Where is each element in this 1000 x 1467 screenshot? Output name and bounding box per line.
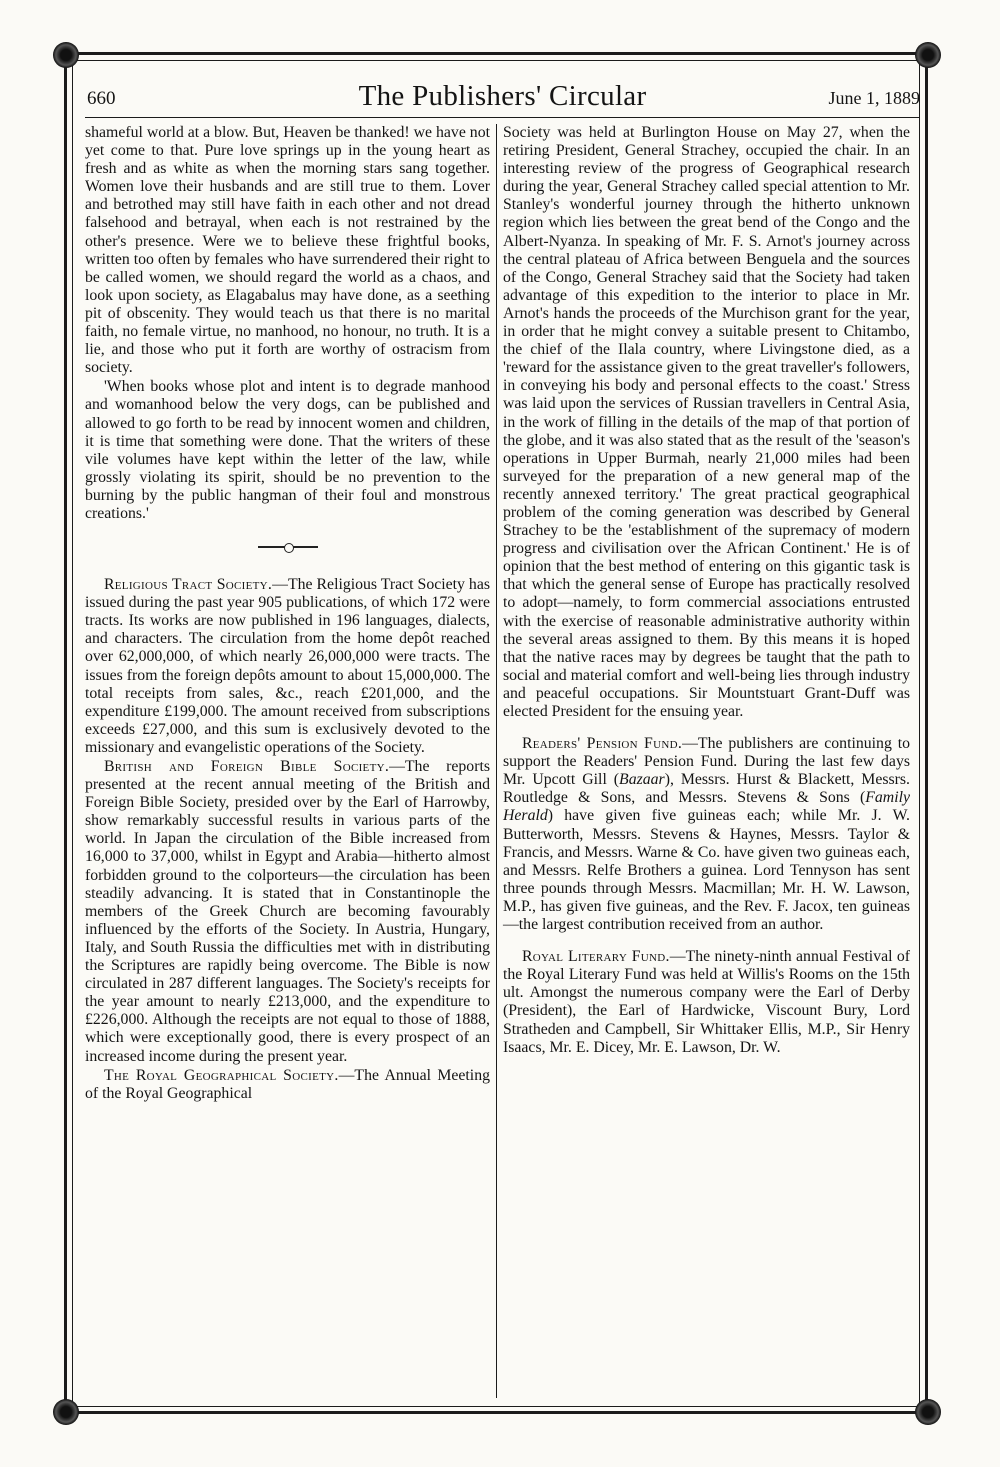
header-rule <box>85 117 920 118</box>
readers-pension-fund-body-1: —The publishers are continuing to support the Readers' Pension Fund. During the last few days Mr. Upcott Gill ( <box>503 735 910 789</box>
corner-ornament-top-left <box>53 42 79 68</box>
geographical-society-continuation: Society was held at Burlington House on May 27, when the retiring President, General Strachey, occupied the chair. In an interesting review of the progress of Geographical research during the year, General Strachey called special attention to Mr. Stanley's wonderful journey through the hitherto unknown region which lies between the great bend of the Congo and the Albert-Nyanza. In speaking of Mr. F. S. Arnot's journey across the central plateau of Africa between Benguela and the sources of the Congo, General Strachey said that the Society had taken advantage of this expedition to the interior to place in Mr. Arnot's hands the proceeds of the Murchison grant for the year, in order that he might convey a suitable present to Chitambo, the chief of the Ilala country, where Livingstone died, as a 'reward for the assistance given to the great traveller's followers, in conveying his body and personal effects to the coast.' Stress was laid upon the services of Russian travellers in Central Asia, in the work of filling in the details of the map of that portion of the globe, and it was also stated that as the result of the 'season's operations in Upper Burmah, nearly 21,000 miles had been surveyed for the preparation of a new general map of the recently annexed territory.' The great practical geographical problem of the coming generation was described by General Strachey to be the 'establishment of the supremacy of modern progress and civilisation over the African Continent.' He is of opinion that the best method of entering on this gigantic task is that which the general sense of Europe has practically resolved to adopt—namely, to form commercial associations entrusted with the exercise of reasonable administrative authority within the several areas assigned to them. By this means it is hoped that the native races may by degrees be taught that the path to social and material comfort and well-being lies through industry and peaceful occupations. Sir Mountstuart Grant-Duff was elected President for the ensuing year. <box>503 124 910 720</box>
religious-tract-society-paragraph <box>85 576 490 757</box>
page-header <box>85 82 920 112</box>
review-quotation-paragraph: 'When books whose plot and intent is to degrade manhood and womanhood below the very dogs, can be published and allowed to go forth to be read by innocent women and children, it is time that something were done. That the writers of these vile volumes have kept within the letter of the law, while grossly violating its spirit, should be no prevention to the burning by the public hangman of their foul and monstrous creations.' <box>85 378 490 522</box>
corner-ornament-bottom-left <box>53 1399 79 1425</box>
review-continuation-paragraph: shameful world at a blow. But, Heaven be thanked! we have not yet come to that. Pure love springs up in the young heart as fresh and as white as when the morning stars sang together. Women love their husbands and are still true to them. Lover and betrothed may still have faith in each other and not dread falsehood and betrayal, when each is not restrained by the other's presence. Were we to believe these frightful books, written too often by females who have surrendered their right to be called women, we should regard the world as a chaos, and look upon society, as Elagabalus may have done, as a seething pit of obscenity. They would teach us that there is no marital faith, no female virtue, no manhood, no honour, no truth. It is a lie, and those who put it forth are worthy of ostracism from society. <box>85 124 490 377</box>
bible-society-body: —The reports presented at the recent annual meeting of the British and Foreign Bible Society, presided over by the Earl of Harrowby, show remarkably successful results in various parts of the world. In Japan the circulation of the Bible increased from 16,000 to 37,000, whilst in Egypt and Arabia—hitherto almost forbidden ground to the colporteurs—the circulation has been steadily advancing. It is stated that in Constantinople the members of the Greek Church are becoming favourably influenced by the efforts of the Society. In Austria, Hungary, Italy, and South Russia the difficulties met with in distributing the Scriptures are rapidly being overcome. The Bible is now circulated in 287 different languages. The Society's receipts for the year amount to nearly £213,000, and the expenditure to £226,000. Although the receipts are not equal to those of 1888, which were exceptionally good, there is every prospect of an increased income during the present year. <box>85 758 491 1065</box>
section-divider-ornament <box>85 539 490 549</box>
column-divider <box>496 124 497 1398</box>
readers-pension-fund-body-3: ) have given five guineas each; while Mr. J. W. Butterworth, Messrs. Stevens & Haynes, Messrs. Taylor & Francis, and Messrs. Warne & Co. have given two guineas each, and Messrs. Relfe Brothers a guinea. Lord Tennyson has sent three pounds through Messrs. Macmillan; Mr. H. W. Lawson, M.P., has given five guineas, and the Rev. F. Jacox, ten guineas—the largest contribution received from an author. <box>503 807 910 934</box>
bible-society-paragraph <box>85 758 490 1066</box>
bottom-border-rule-inner <box>60 1406 932 1407</box>
royal-literary-fund-heading: Royal Literary Fund. <box>521 948 670 966</box>
readers-pension-fund-heading: Readers' Pension Fund. <box>521 735 683 753</box>
bottom-border-rule <box>60 1411 932 1414</box>
readers-pension-fund-body-2: ), Messrs. Hurst & Blackett, Messrs. Routledge & Sons, and Messrs. Stevens & Sons ( <box>503 771 910 807</box>
readers-pension-fund-paragraph <box>503 735 910 934</box>
bible-society-heading: British and Foreign Bible Society. <box>103 758 390 775</box>
geographical-society-heading: The Royal Geographical Society. <box>103 1066 339 1084</box>
geographical-society-body: —The Annual Meeting of the Royal Geographical <box>85 1066 490 1102</box>
right-border-rule <box>925 55 928 1411</box>
religious-tract-society-body: —The Religious Tract Society has issued during the past year 905 publications, of which 172 were tracts. Its works are now published in 196 languages, dialects, and characters. The circulation from the home depôt reached over 62,000,000, of which nearly 26,000,000 were tracts. The issues from the foreign depôts amount to about 15,000,000. The total receipts from sales, &c., reach £201,000, and the expenditure £199,000. The amount received from subscriptions exceeds £27,000, and this sum is exclusively devoted to the missionary and evangelistic operations of the Society. <box>85 576 490 756</box>
left-border-rule-inner <box>72 55 73 1411</box>
left-column <box>85 124 490 1103</box>
religious-tract-society-heading: Religious Tract Society. <box>103 576 273 594</box>
royal-literary-fund-paragraph <box>503 948 910 1057</box>
corner-ornament-bottom-right <box>915 1399 941 1425</box>
family-herald-title: Family Herald <box>503 789 910 825</box>
bazaar-title: Bazaar <box>619 771 665 789</box>
geographical-society-paragraph <box>85 1067 490 1103</box>
corner-ornament-top-right <box>915 42 941 68</box>
right-column <box>503 124 910 1057</box>
top-border-rule <box>60 52 932 55</box>
right-border-rule-inner <box>919 55 920 1411</box>
page-number: 660 <box>87 88 116 109</box>
royal-literary-fund-body: —The ninety-ninth annual Festival of the Royal Literary Fund was held at Willis's Rooms on the 15th ult. Amongst the numerous company were the Earl of Derby (President), the Earl of Hardwicke, Viscount Bury, Lord Stratheden and Campbell, Sir Whittaker Ellis, M.P., Sir Henry Isaacs, Mr. E. Dicey, Mr. E. Lawson, Dr. W. <box>503 948 910 1056</box>
left-border-rule <box>64 55 67 1411</box>
top-border-rule-inner <box>60 60 932 61</box>
issue-date: June 1, 1889 <box>828 88 920 108</box>
journal-title: The Publishers' Circular <box>358 80 647 112</box>
